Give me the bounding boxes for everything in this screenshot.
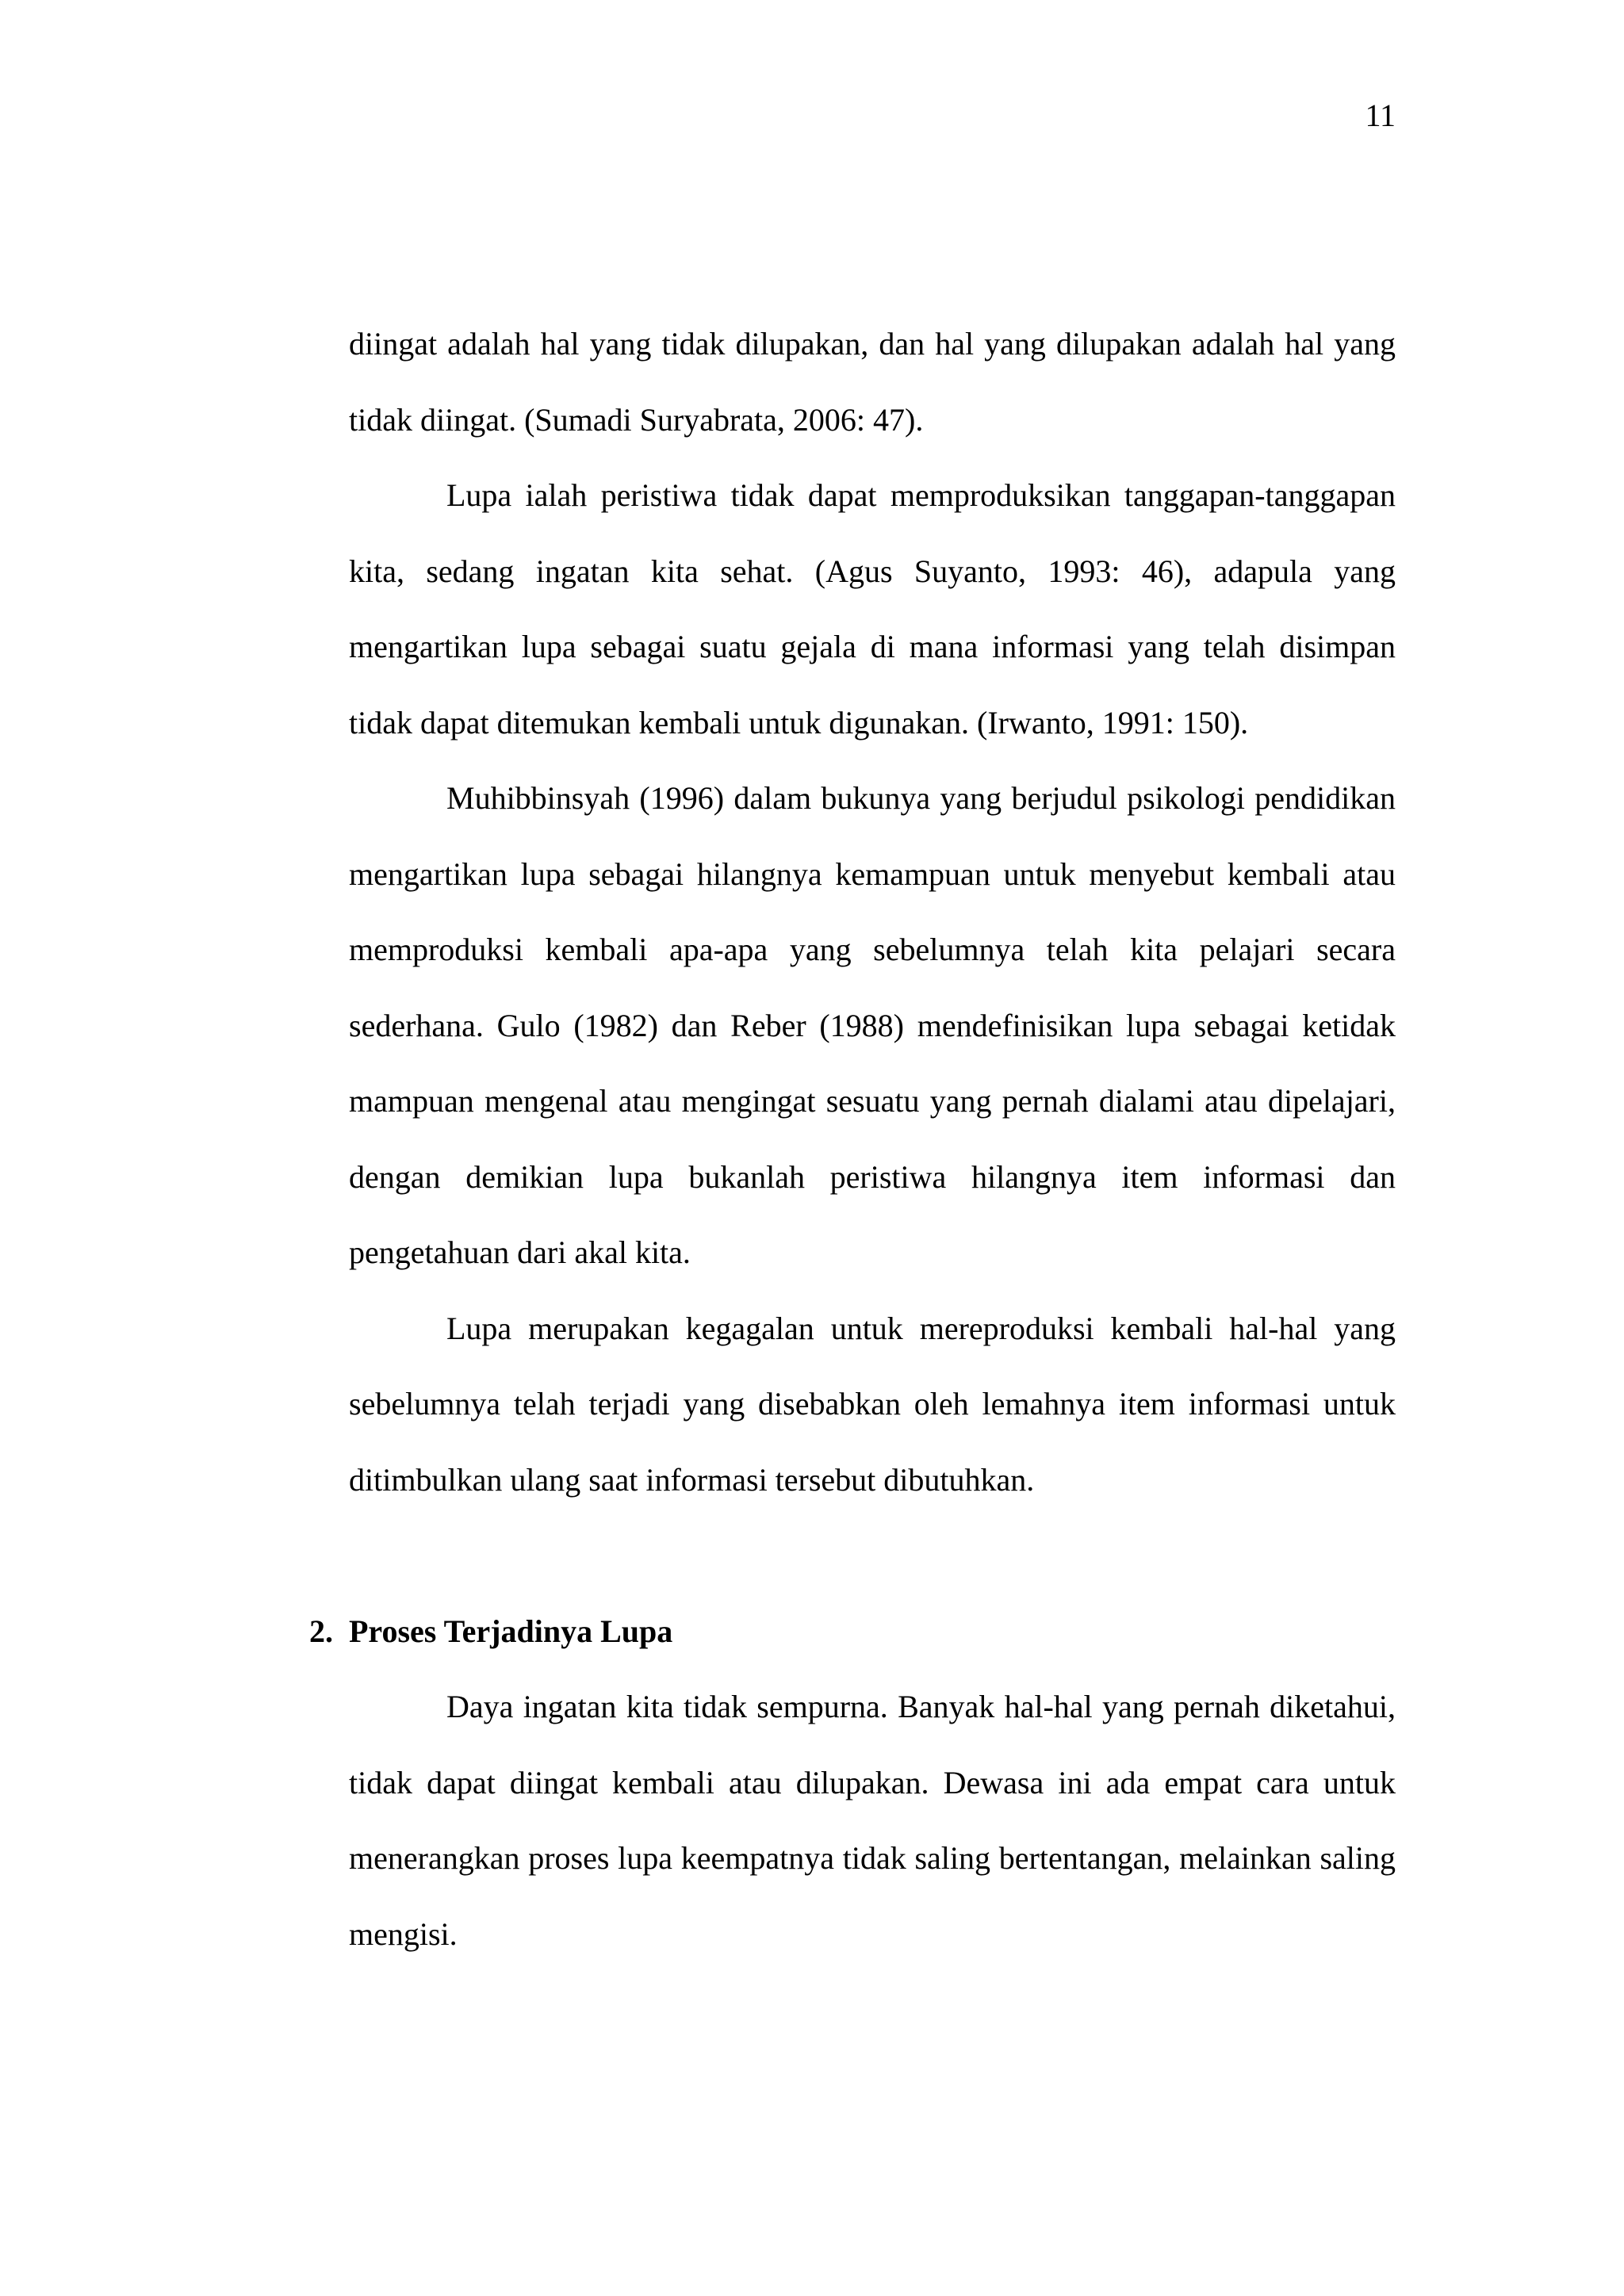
section-title: Proses Terjadinya Lupa xyxy=(349,1613,673,1649)
section-number: 2. xyxy=(309,1613,333,1649)
section-paragraph: Daya ingatan kita tidak sempurna. Banyak hal-hal yang pernah diketahui, tidak dapat diingat kembali atau dilupakan. Dewasa ini ada empat cara untuk menerangkan proses lupa keempatnya tidak saling bertentangan, melainkan saling mengisi. xyxy=(349,1689,1396,1952)
paragraph-kegagalan: Lupa merupakan kegagalan untuk mereproduksi kembali hal-hal yang sebelumnya telah terjadi yang disebabkan oleh lemahnya item informasi untuk ditimbulkan ulang saat informasi tersebut dibutuhkan. xyxy=(349,1310,1396,1498)
section-spacer xyxy=(349,1517,1396,1594)
page-number: 11 xyxy=(1365,98,1396,133)
paragraph-definition-lupa: Lupa ialah peristiwa tidak dapat memproduksikan tanggapan-tanggapan kita, sedang ingatan kita sehat. (Agus Suyanto, 1993: 46), adapula yang mengartikan lupa sebagai suatu gejala di mana informasi yang telah disimpan tidak dapat ditemukan kembali untuk digunakan. (Irwanto, 1991: 150). xyxy=(349,477,1396,740)
page-body xyxy=(309,306,1396,1972)
section-heading xyxy=(309,1594,1396,1670)
paragraph-continuation: diingat adalah hal yang tidak dilupakan, dan hal yang dilupakan adalah hal yang tidak diingat. (Sumadi Suryabrata, 2006: 47). xyxy=(349,326,1396,438)
paragraph-muhibbinsyah: Muhibbinsyah (1996) dalam bukunya yang berjudul psikologi pendidikan mengartikan lupa sebagai hilangnya kemampuan untuk menyebut kembali atau memproduksi kembali apa-apa yang sebelumnya telah kita pelajari secara sederhana. Gulo (1982) dan Reber (1988) mendefinisikan lupa sebagai ketidak mampuan mengenal atau mengingat sesuatu yang pernah dialami atau dipelajari, dengan demikian lupa bukanlah peristiwa hilangnya item informasi dan pengetahuan dari akal kita. xyxy=(349,780,1396,1270)
